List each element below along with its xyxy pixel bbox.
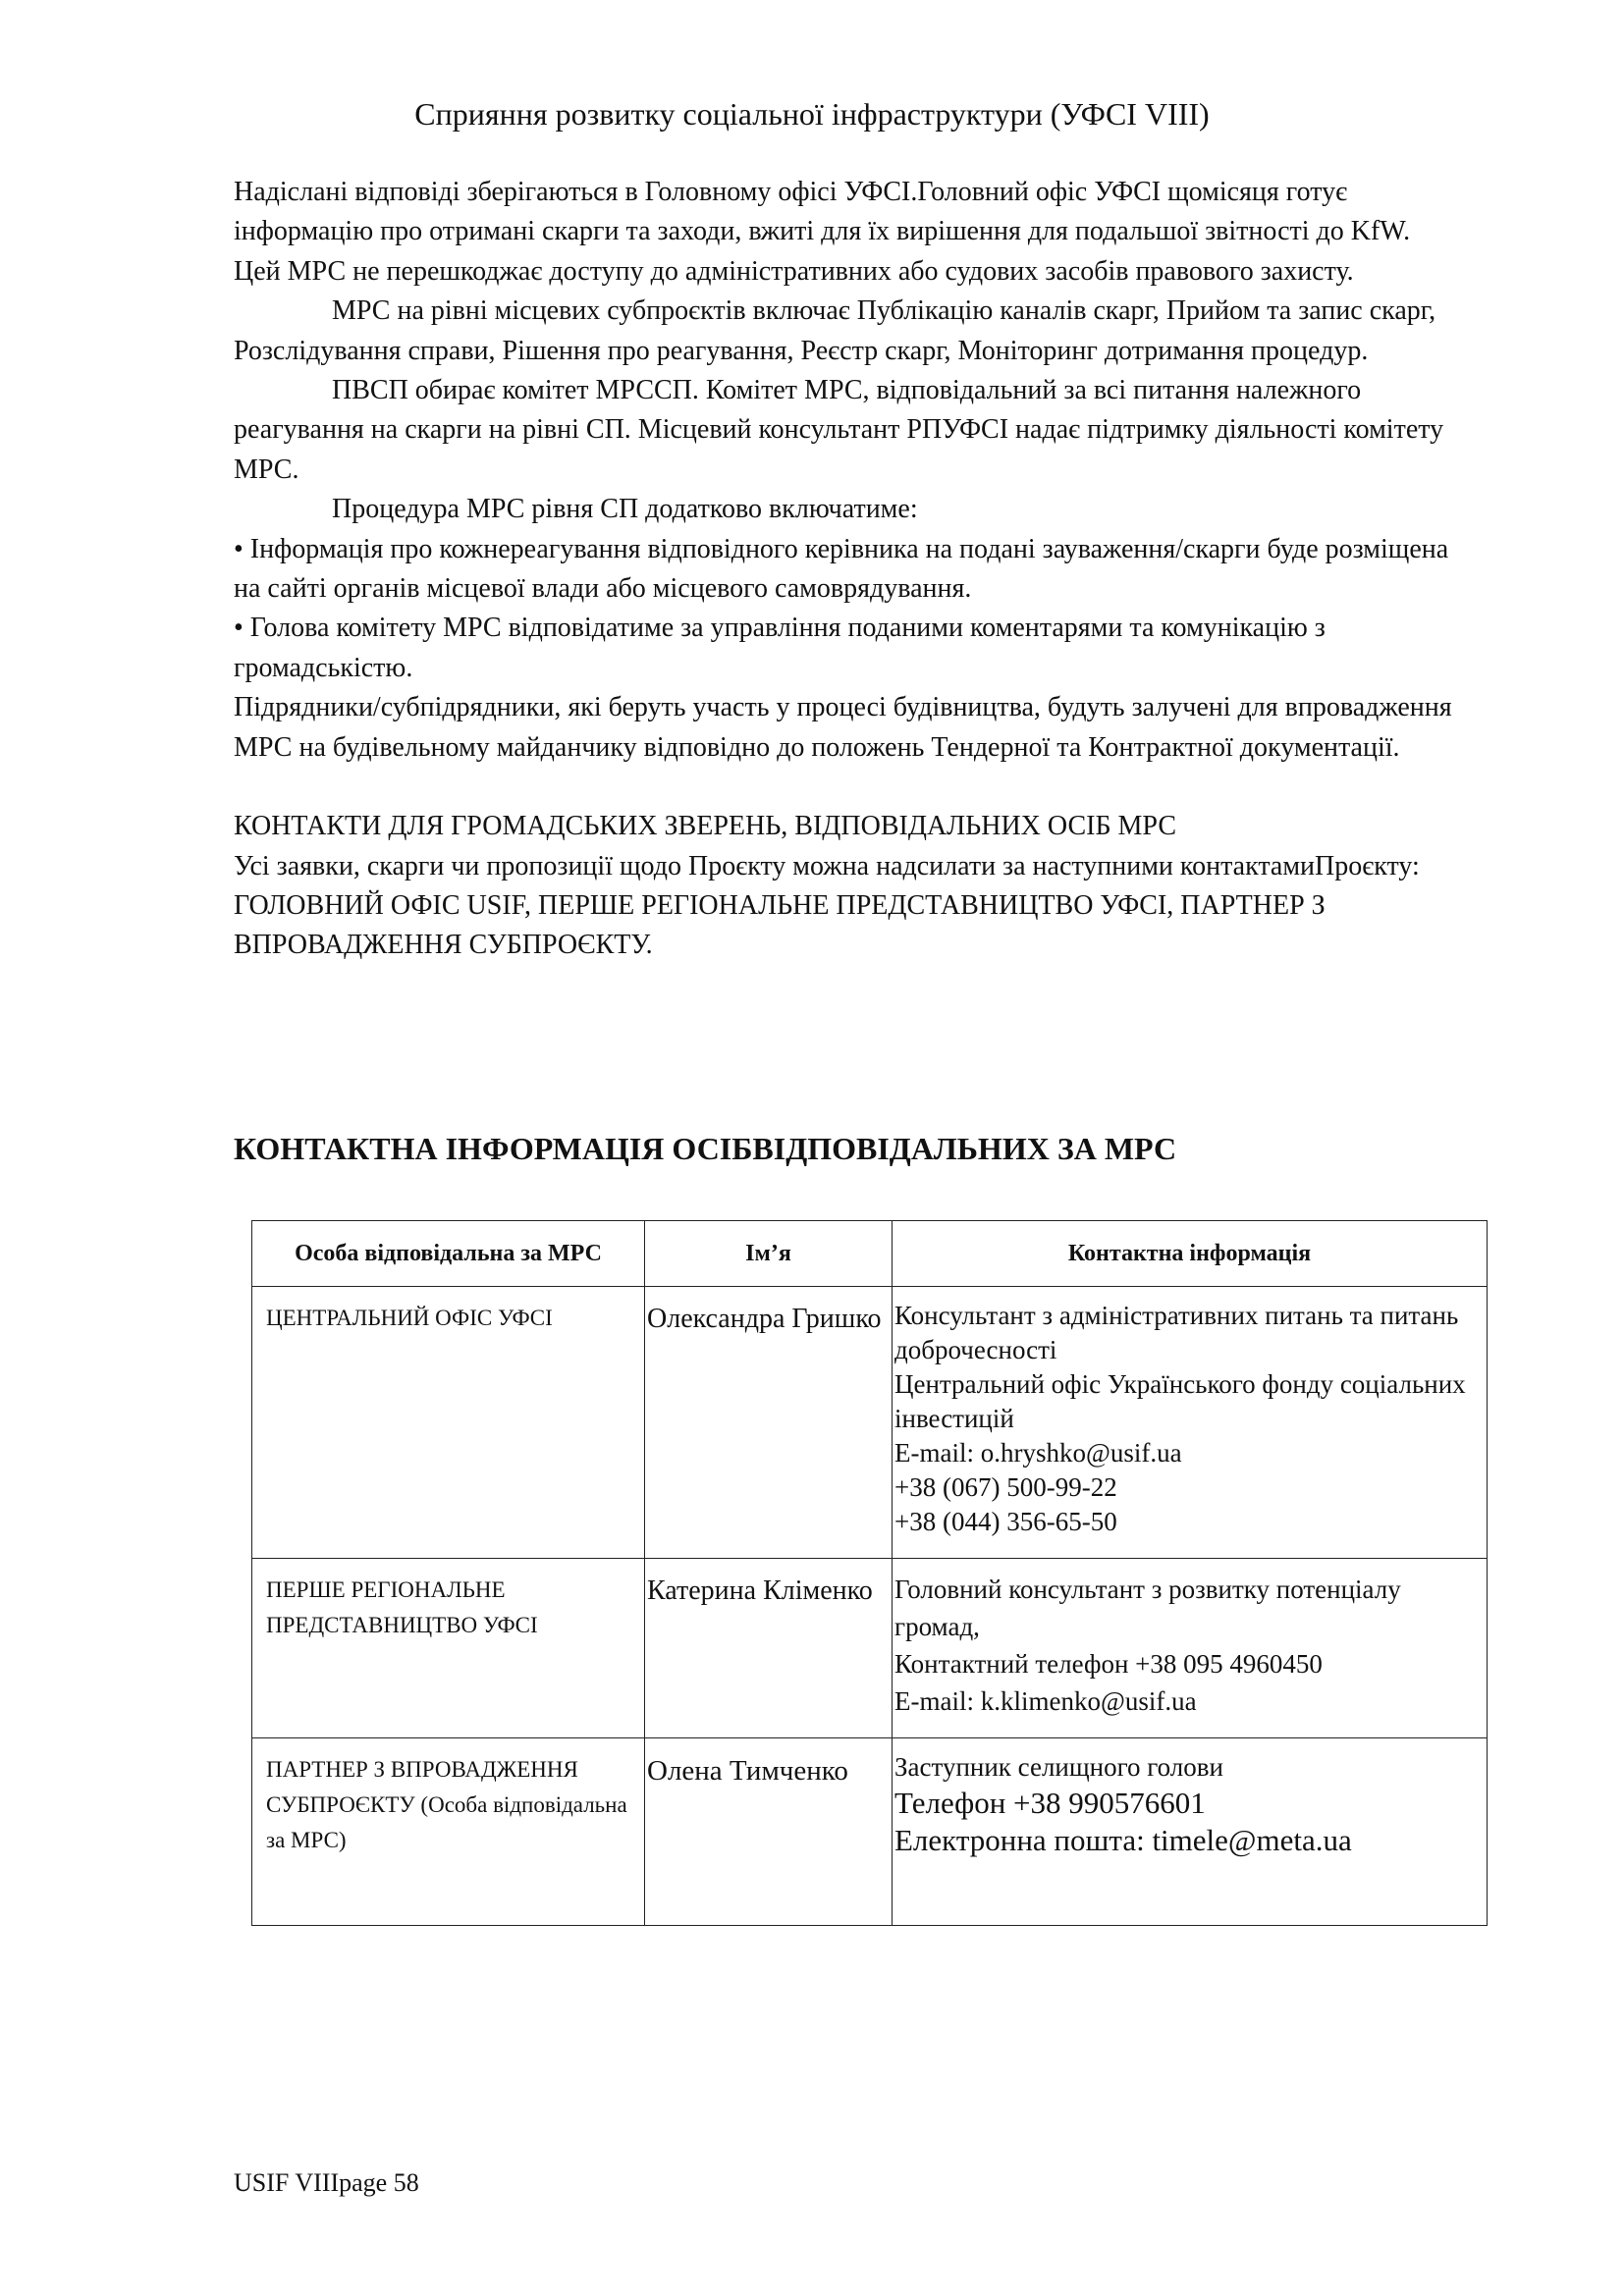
contacts-text-offices: ГОЛОВНИЙ ОФІС USIF, ПЕРШЕ РЕГІОНАЛЬНЕ ПРЕДСТАВНИЦТВО УФСІ, ПАРТНЕР З ВПРОВАДЖЕННЯ СУБПРОЄКТУ. xyxy=(234,889,1326,961)
cell-contact xyxy=(893,1559,1488,1738)
contact-line: Центральний офіс Українського фонду соціальних інвестицій xyxy=(894,1369,1466,1433)
cell-role xyxy=(252,1559,645,1738)
contact-email: Електронна пошта: timele@meta.ua xyxy=(894,1823,1352,1857)
contact-phone: Телефон +38 990576601 xyxy=(894,1786,1206,1820)
contact-email: E-mail: o.hryshko@usif.ua xyxy=(894,1438,1182,1468)
contact-email: E-mail: k.klimenko@usif.ua xyxy=(894,1686,1197,1716)
cell-contact xyxy=(893,1738,1488,1926)
contact-line: Заступник селищного голови xyxy=(894,1752,1223,1782)
name-text: Олена Тимченко xyxy=(647,1755,848,1787)
contact-lines xyxy=(894,1559,1487,1720)
column-header-role: Особа відповідальна за МРС xyxy=(252,1221,645,1287)
spacer xyxy=(234,768,1481,807)
cell-name xyxy=(645,1287,893,1559)
table-row xyxy=(252,1559,1488,1738)
contact-phone: +38 (067) 500-99-22 xyxy=(894,1472,1117,1502)
paragraph: МРС на рівні місцевих субпроєктів включає Публікацію каналів скарг, Прийом та запис скарг, Розслідування справи, Рішення про реагування, Реєстр скарг, Моніторинг дотримання процедур. xyxy=(234,295,1436,366)
column-header-name: Ім’я xyxy=(645,1221,893,1287)
paragraph: Цей МРС не перешкоджає доступу до адміністративних або судових засобів правового захисту. xyxy=(234,255,1354,287)
paragraph: Підрядники/субпідрядники, які беруть участь у процесі будівництва, будуть залучені для впровадження МРС на будівельному майданчику відповідно до положень Тендерної та Контрактної документації. xyxy=(234,692,1452,763)
contact-phone: +38 (044) 356-65-50 xyxy=(894,1507,1117,1536)
role-text: ПЕРШЕ РЕГІОНАЛЬНЕ ПРЕДСТАВНИЦТВО УФСІ xyxy=(266,1577,538,1637)
section-title: КОНТАКТНА ІНФОРМАЦІЯ ОСІБВІДПОВІДАЛЬНИХ ЗА МРС xyxy=(234,1131,1177,1166)
contact-lines xyxy=(894,1738,1487,1859)
contact-line: Консультант з адміністративних питань та питань доброчесності xyxy=(894,1301,1459,1364)
document-body xyxy=(234,173,1481,966)
paragraph: Надіслані відповіді зберігаються в Головному офісі УФСІ.Головний офіс УФСІ щомісяця готує інформацію про отримані скарги та заходи, вжиті для їх вирішення для подальшої звітності до KfW. xyxy=(234,177,1411,247)
paragraph: ПВСП обирає комітет МРССП. Комітет МРС, відповідальний за всі питання належного реагування на скарги на рівні СП. Місцевий консультант РПУФСІ надає підтримку діяльності комітету МРС. xyxy=(234,375,1444,485)
page-footer: USIF VIIIpage 58 xyxy=(234,2168,419,2197)
cell-role xyxy=(252,1738,645,1926)
contacts-heading: КОНТАКТИ ДЛЯ ГРОМАДСЬКИХ ЗВЕРЕНЬ, ВІДПОВІДАЛЬНИХ ОСІБ МРС xyxy=(234,811,1177,842)
role-text: ЦЕНТРАЛЬНИЙ ОФІС УФСІ xyxy=(266,1306,553,1330)
bullet-item: • Голова комітету МРС відповідатиме за управління поданими коментарями та комунікацію з громадськістю. xyxy=(234,613,1326,683)
cell-name xyxy=(645,1738,893,1926)
cell-role xyxy=(252,1287,645,1559)
bullet-item: • Інформація про кожнереагування відповідного керівника на подані зауваження/скарги буде розміщена на сайті органів місцевої влади або місцевого самоврядування. xyxy=(234,533,1449,605)
table-header-row xyxy=(252,1221,1488,1287)
contact-phone: Контактний телефон +38 095 4960450 xyxy=(894,1649,1323,1679)
page-header: Сприяння розвитку соціальної інфраструктури (УФСІ VIII) xyxy=(414,96,1210,132)
name-text: Олександра Гришко xyxy=(647,1304,882,1334)
contact-line: Головний консультант з розвитку потенціалу громад, xyxy=(894,1575,1401,1641)
paragraph: Процедура МРС рівня СП додатково включатиме: xyxy=(332,494,918,525)
table-row xyxy=(252,1287,1488,1559)
contacts-text xyxy=(234,847,1481,966)
contacts-table xyxy=(251,1220,1488,1926)
name-text: Катерина Кліменко xyxy=(647,1575,873,1606)
table-row xyxy=(252,1738,1488,1926)
contact-lines xyxy=(894,1287,1487,1539)
cell-contact xyxy=(893,1287,1488,1559)
column-header-contact: Контактна інформація xyxy=(893,1221,1488,1287)
contacts-text-part: Усі заявки, скарги чи пропозиції щодо Проєкту можна надсилати за наступними контактамиПроєкту: xyxy=(234,850,1420,881)
cell-name xyxy=(645,1559,893,1738)
role-text: ПАРТНЕР З ВПРОВАДЖЕННЯ СУБПРОЄКТУ (Особа відповідальна за МРС) xyxy=(266,1757,627,1852)
